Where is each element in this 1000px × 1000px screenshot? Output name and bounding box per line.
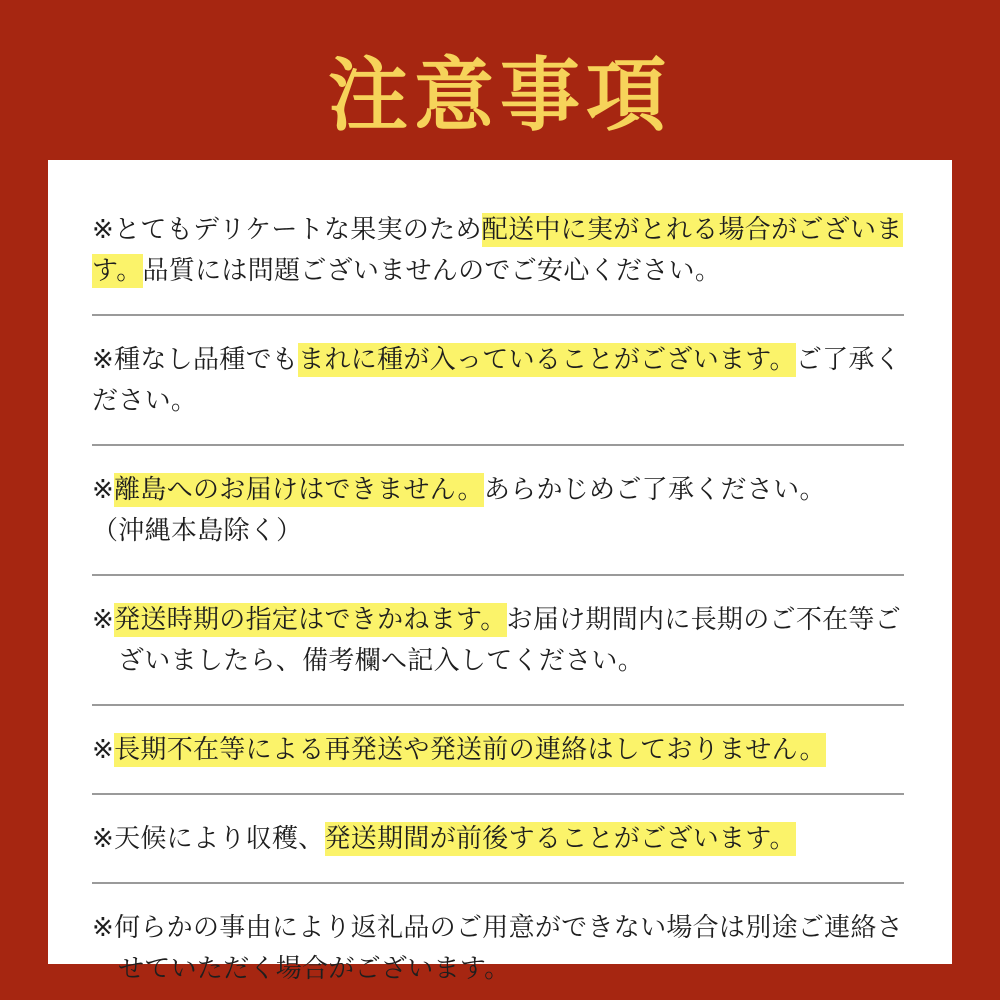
note-item	[92, 908, 904, 990]
note-text: （沖縄本島除く）	[92, 516, 303, 546]
note-text: ※	[92, 735, 115, 765]
note-highlight: 長期不在等による再発送や発送前の連絡はしておりません。	[114, 735, 826, 765]
note-text: ※とてもデリケートな果実のため	[92, 215, 482, 245]
note-highlight: まれに種が入っていることがございます。	[298, 345, 796, 375]
note-highlight: 発送時期の指定はできかねます。	[114, 605, 507, 635]
note-text: 品質には問題ございませんのでご安心ください。	[142, 256, 722, 286]
divider	[92, 574, 904, 576]
note-text: ※天候により収穫、	[92, 824, 325, 854]
divider	[92, 314, 904, 316]
divider	[92, 793, 904, 795]
note-text: あらかじめご了承ください。	[483, 475, 826, 505]
note-item	[92, 210, 904, 292]
divider	[92, 444, 904, 446]
note-item	[92, 340, 904, 422]
page-title: 注意事項	[328, 48, 672, 142]
notes-panel	[48, 160, 952, 984]
note-item	[92, 730, 904, 771]
note-text: ※何らかの事由により返礼品のご用意ができない場合は別途ご連絡させていただく場合がございます。	[92, 913, 904, 984]
note-item	[92, 470, 904, 552]
note-text: ※	[92, 605, 115, 635]
note-highlight: 配送中に実がとれる場合がございます。	[92, 215, 903, 286]
note-text: お届け期間内に長期のご不在等ございましたら、備考欄へ記入してください。	[118, 605, 902, 676]
note-text: ※種なし品種でも	[92, 345, 299, 375]
note-text: ※	[92, 475, 115, 505]
note-item	[92, 819, 904, 860]
note-text: ご了承ください。	[92, 345, 902, 416]
note-highlight: 発送期間が前後することがございます。	[324, 824, 796, 854]
divider	[92, 704, 904, 706]
note-highlight: 離島へのお届けはできません。	[114, 475, 484, 505]
note-item	[92, 600, 904, 682]
divider	[92, 882, 904, 884]
